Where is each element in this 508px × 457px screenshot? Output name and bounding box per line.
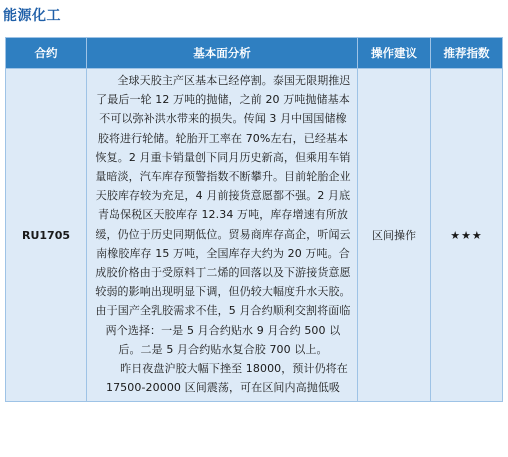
section-title: 能源化工 bbox=[3, 8, 61, 24]
header-rating: 推荐指数 bbox=[431, 38, 503, 69]
contract-cell: RU1705 bbox=[6, 69, 87, 402]
table-header-row bbox=[6, 38, 503, 69]
suggestion-cell: 区间操作 bbox=[358, 69, 431, 402]
header-suggestion: 操作建议 bbox=[358, 38, 431, 69]
header-analysis: 基本面分析 bbox=[87, 38, 358, 69]
header-contract: 合约 bbox=[6, 38, 87, 69]
analysis-paragraph: 昨日夜盘沪胶大幅下挫至 18000，预计仍将在 17500-20000 区间震荡，可在区间内高抛低吸 bbox=[105, 362, 348, 395]
analysis-table bbox=[5, 37, 503, 402]
rating-stars: ★★★ bbox=[431, 69, 503, 402]
table-row bbox=[6, 69, 503, 402]
analysis-cell bbox=[87, 69, 358, 402]
analysis-paragraph: 全球天胶主产区基本已经停割。泰国无限期推迟了最后一轮 12 万吨的抛储，之前 20 万吨抛储基本不可以弥补洪水带来的损失。传闻 3 月中国国储橡胶将进行轮储。轮胎开工率在 70%左右，已经基本恢复。2 月重卡销量创下同月历史新高，但乘用车销量暗淡，汽车库存预警指数不断攀升。目前轮胎企业天胶库存较为充足，4 月前接货意愿都不强。2 月底青岛保税区天胶库存 12.34 万吨，库存增速有所放缓，仍位于历史同期低位。贸易商库存高企，听闻云南橡胶库存 15 万吨，全国库存大约为 20 万吨。合成胶价格由于受原料丁二烯的回落以及下游接货意愿较弱的影响出现明显下调，但仍较大幅度升水天胶。由于国产全乳胶需求不佳，5 月合约顺利交割将面临两个选择：一是 5 月合约贴水 9 月合约 500 以后。二是 5 月合约贴水复合胶 700 以上。 bbox=[95, 74, 351, 356]
